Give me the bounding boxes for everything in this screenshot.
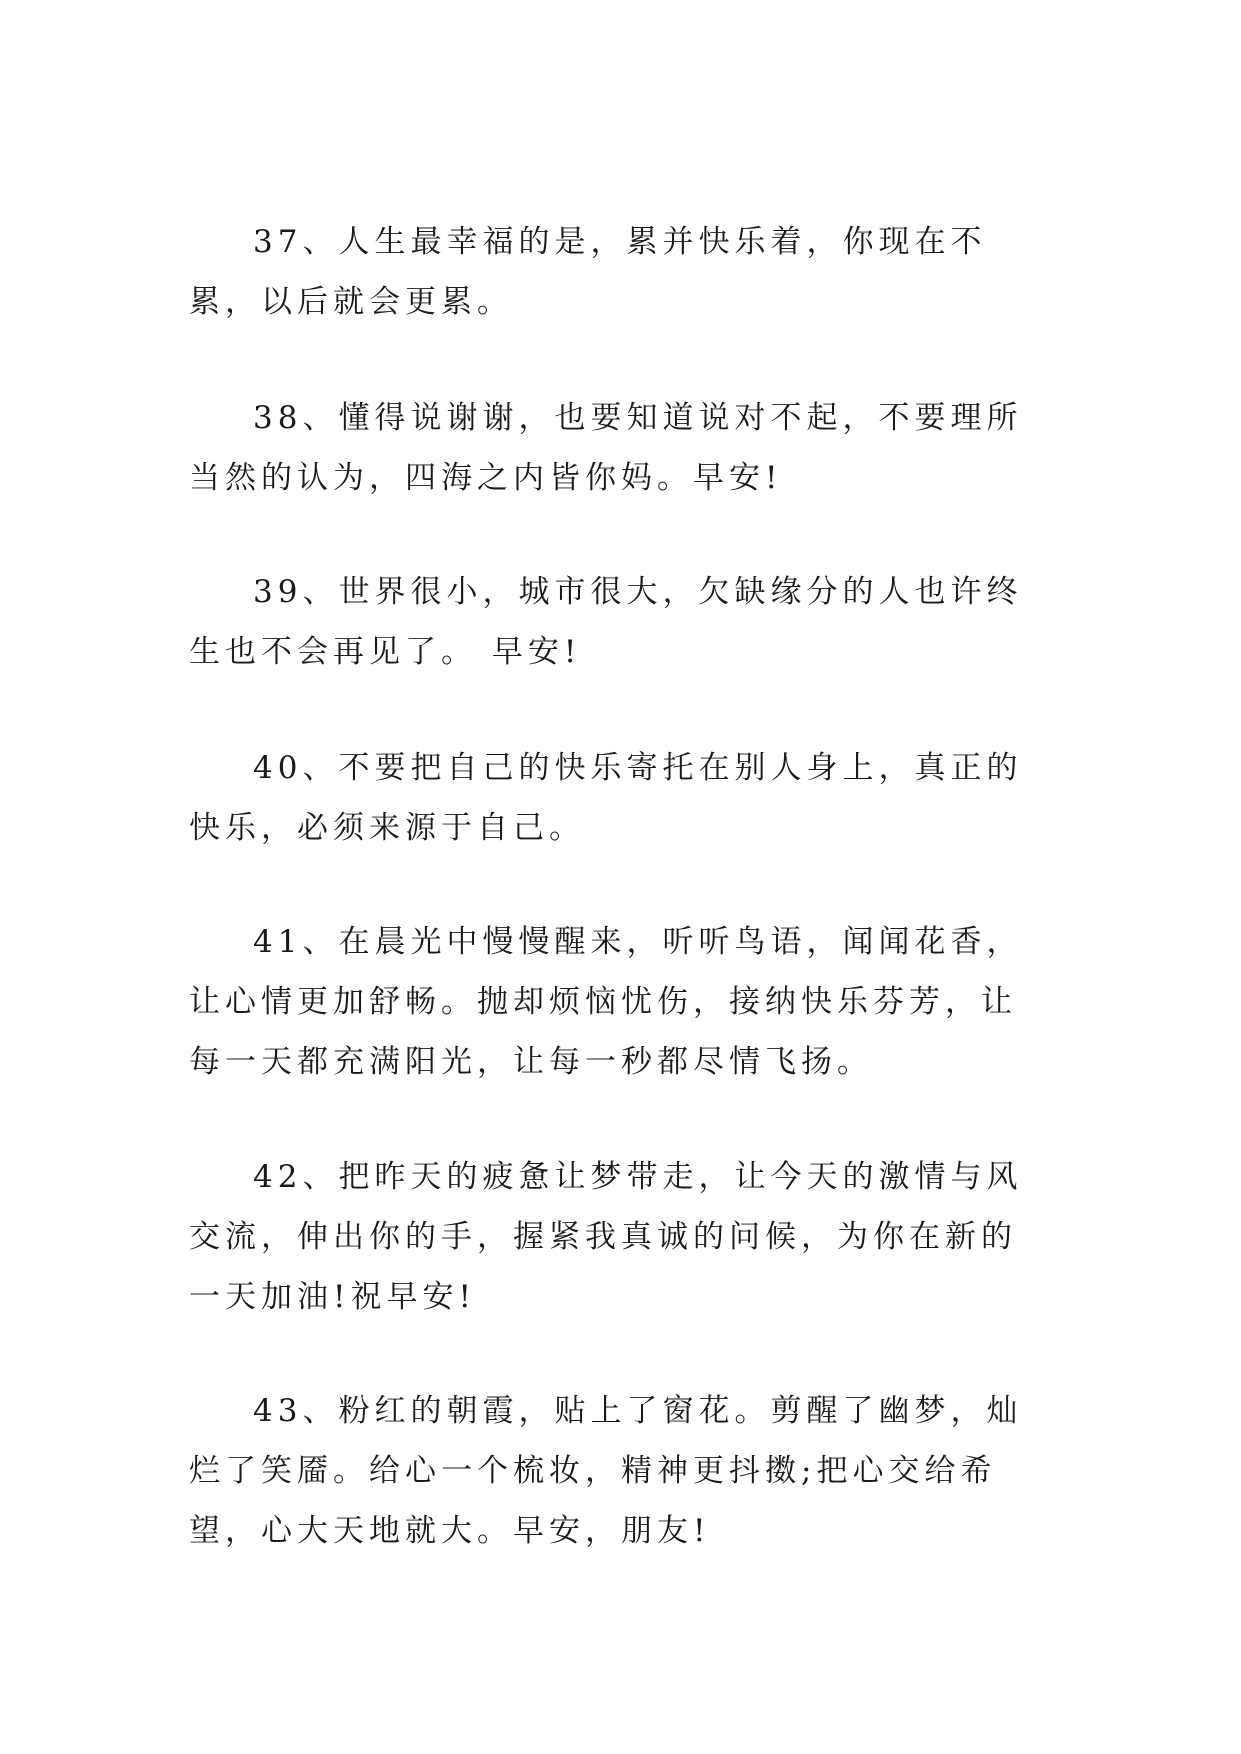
- paragraph-37: 37、人生最幸福的是，累并快乐着，你现在不累，以后就会更累。: [189, 224, 987, 320]
- paragraph-42: 42、把昨天的疲惫让梦带走，让今天的激情与风交流，伸出你的手，握紧我真诚的问候，为你在新的一天加油!祝早安!: [189, 1159, 1023, 1315]
- paragraph-38: 38、懂得说谢谢，也要知道说对不起，不要理所当然的认为，四海之内皆你妈。早安!: [189, 400, 1023, 496]
- paragraph-41: 41、在晨光中慢慢醒来，听听鸟语，闻闻花香，让心情更加舒畅。抛却烦恼忧伤，接纳快乐芬芳，让每一天都充满阳光，让每一秒都尽情飞扬。: [189, 924, 1023, 1080]
- paragraph-43: 43、粉红的朝霞，贴上了窗花。剪醒了幽梦，灿烂了笑靥。给心一个梳妆，精神更抖擞;把心交给希望，心大天地就大。早安，朋友!: [189, 1393, 1023, 1549]
- paragraph-40: 40、不要把自己的快乐寄托在别人身上，真正的快乐，必须来源于自己。: [189, 750, 1023, 846]
- paragraph-39: 39、世界很小，城市很大，欠缺缘分的人也许终生也不会再见了。 早安!: [189, 574, 1023, 670]
